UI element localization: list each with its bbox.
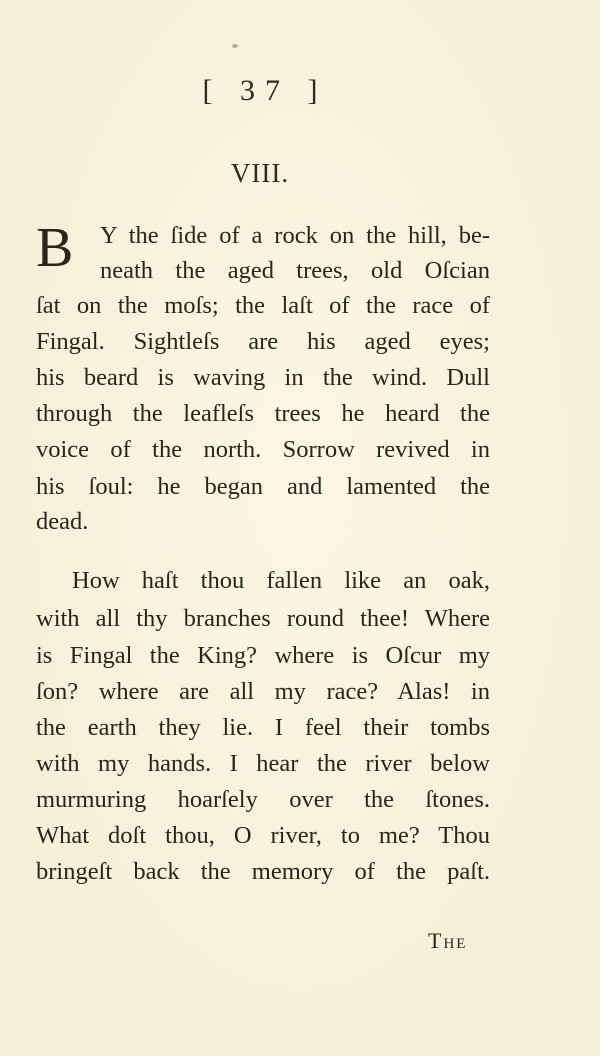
text-line: How haſt thou fallen like an oak,: [72, 567, 490, 594]
text-line: ſon? where are all my race? Alas! in: [36, 678, 490, 705]
text-line: through the leafleſs trees he heard the: [36, 400, 490, 427]
text-line: dead.: [36, 508, 89, 535]
text-line: the earth they lie. I feel their tombs: [36, 714, 490, 741]
text-line: with my hands. I hear the river below: [36, 750, 490, 777]
text-line: Y the ſide of a rock on the hill, be-: [100, 222, 490, 249]
catchword: The: [428, 928, 468, 953]
text-line: voice of the north. Sorrow revived in: [36, 436, 490, 463]
page-number: [ 37 ]: [202, 74, 328, 107]
section-heading: VIII.: [230, 158, 290, 188]
text-line: murmuring hoarſely over the ſtones.: [36, 786, 490, 813]
text-line: with all thy branches round thee! Where: [36, 605, 490, 632]
text-line: Fingal. Sightleſs are his aged eyes;: [36, 328, 490, 355]
text-line: What doſt thou, O river, to me? Thou: [36, 822, 490, 849]
text-line: bringeſt back the memory of the paſt.: [36, 858, 490, 885]
drop-cap: B: [36, 217, 74, 279]
text-line: is Fingal the King? where is Oſcur my: [36, 642, 490, 669]
text-line: his ſoul: he began and lamented the: [36, 473, 490, 500]
ink-speck: [232, 44, 238, 48]
text-line: neath the aged trees, old Oſcian: [100, 257, 490, 284]
text-line: his beard is waving in the wind. Dull: [36, 364, 490, 391]
text-line: ſat on the moſs; the laſt of the race of: [36, 292, 490, 319]
